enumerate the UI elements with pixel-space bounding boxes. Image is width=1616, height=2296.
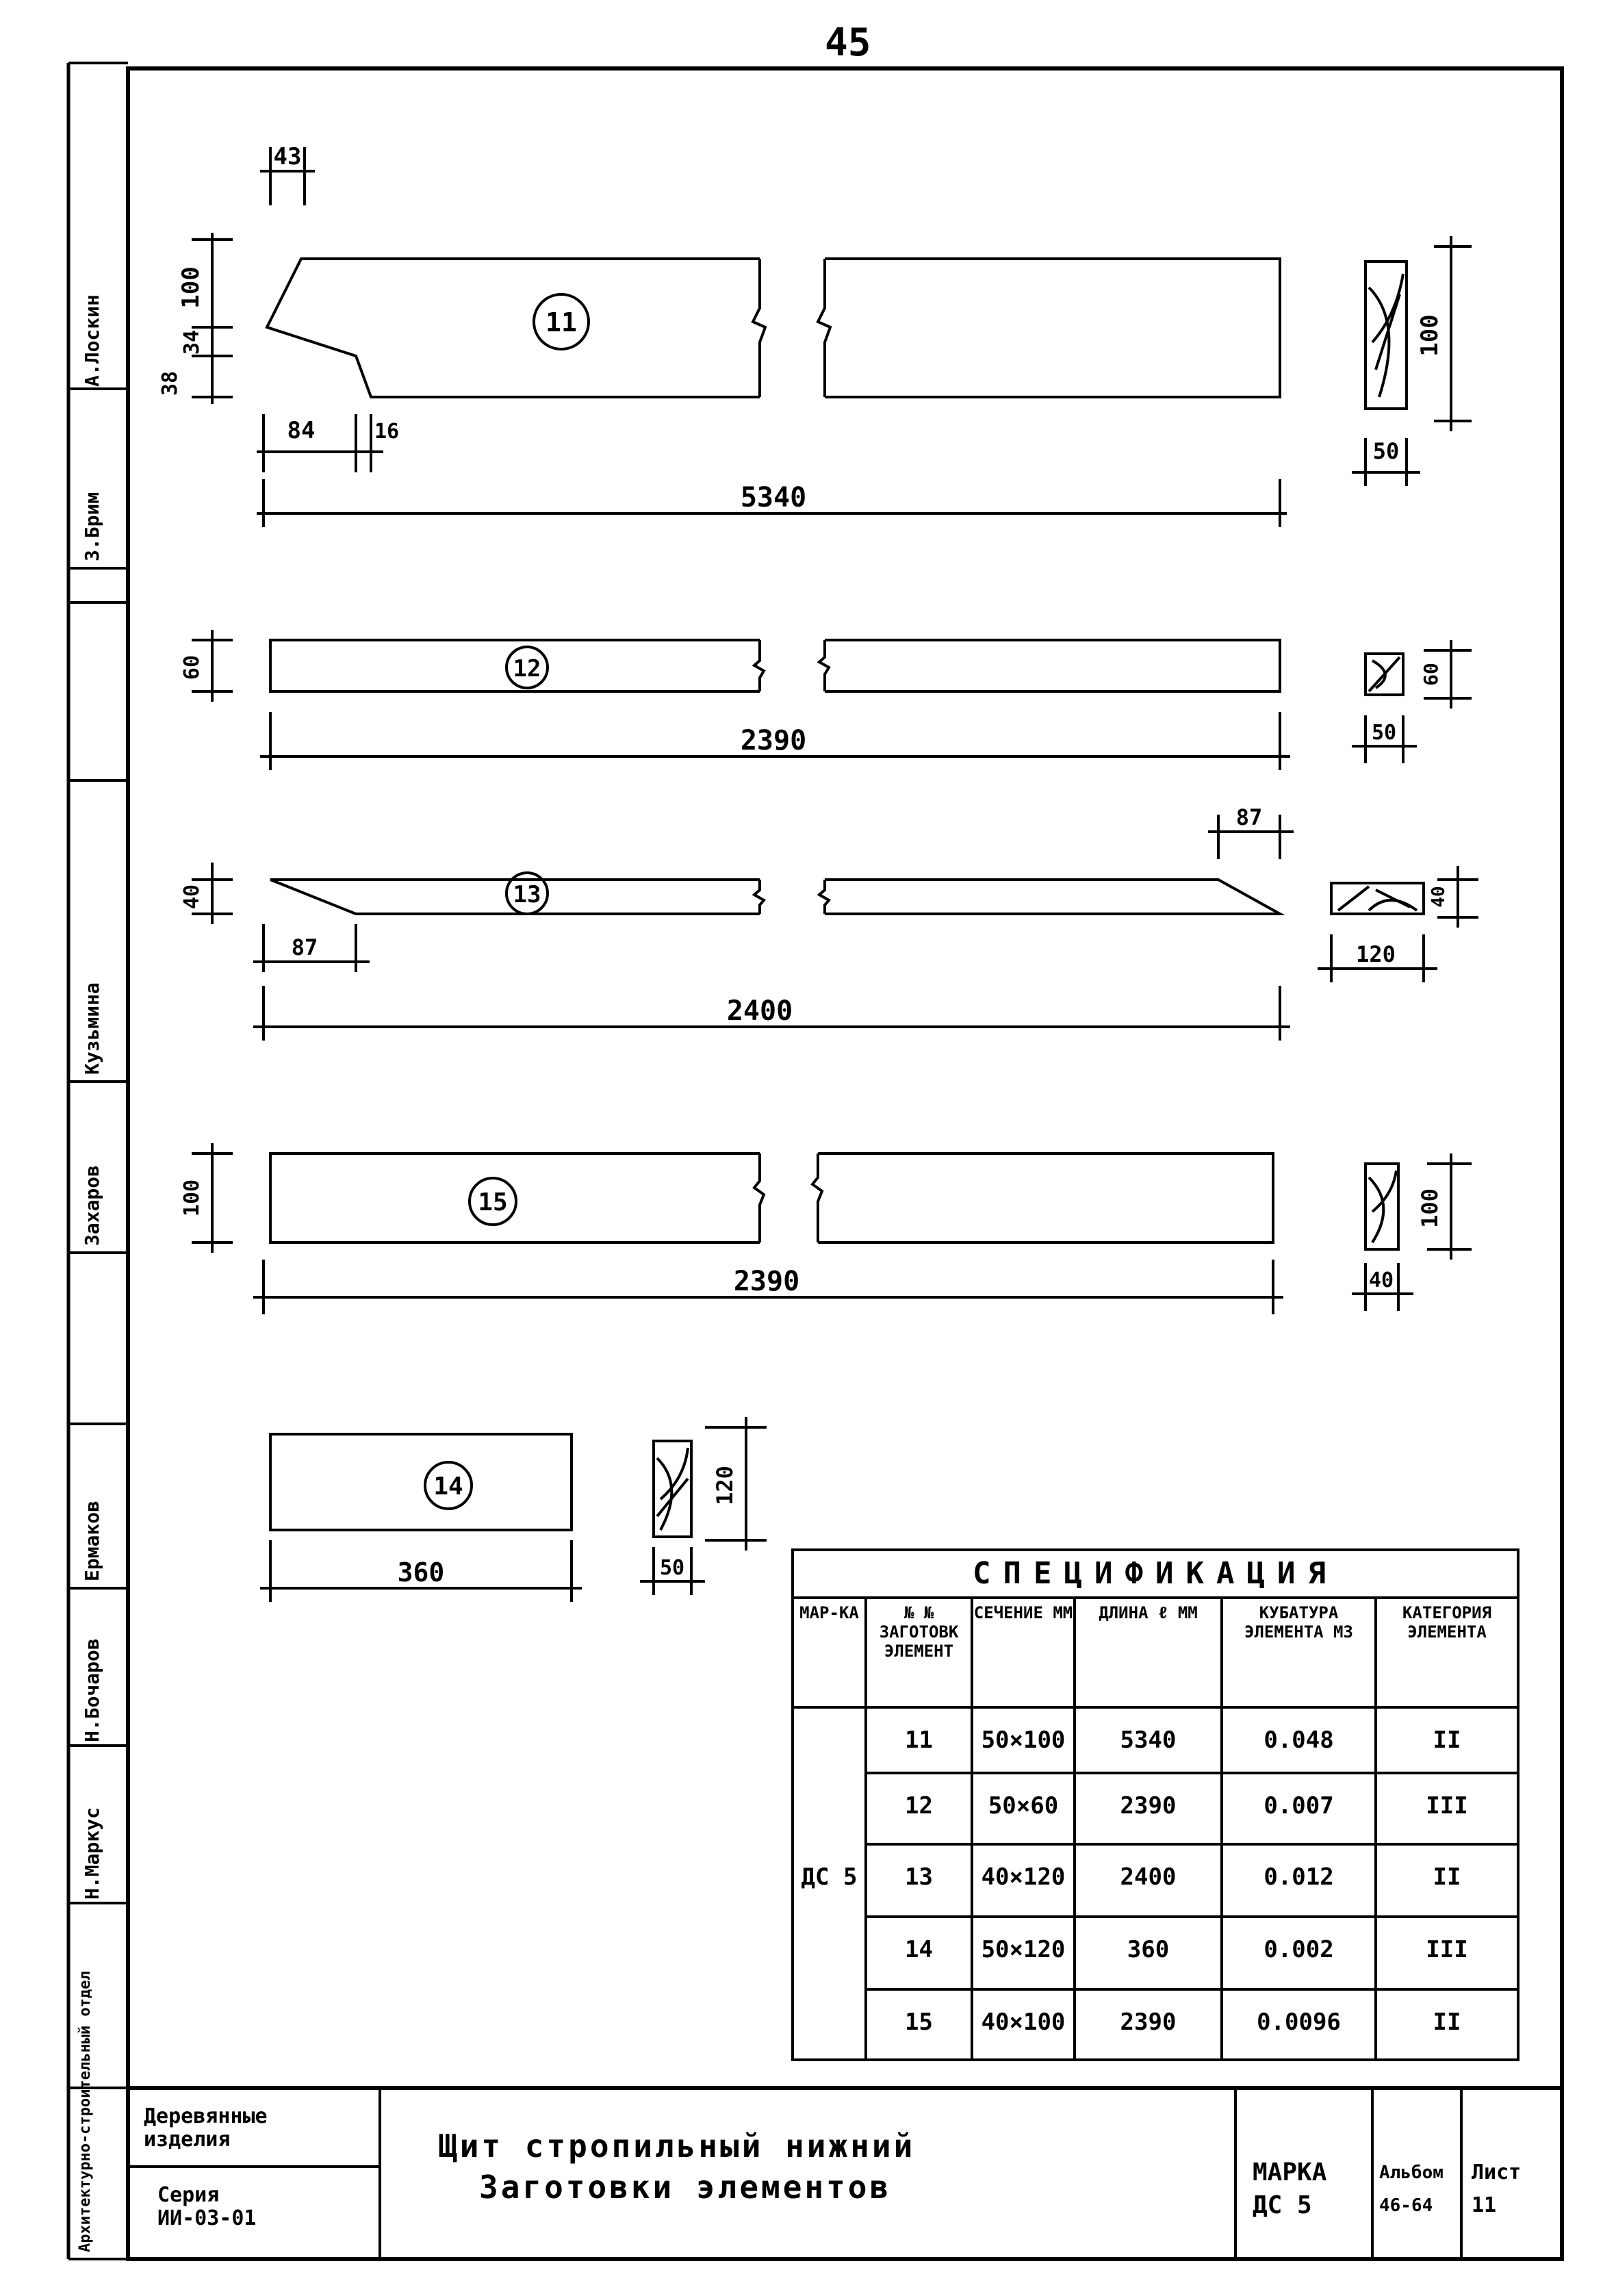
dimension-label: 120 <box>1356 941 1396 967</box>
stamp-mark <box>1253 2156 1326 2222</box>
dimension-label: 120 <box>712 1466 738 1505</box>
stamp-mark-label: МАРКА <box>1253 2158 1327 2186</box>
dimension-label: 38 <box>158 370 182 396</box>
dimension-label: 43 <box>273 143 302 170</box>
part-number-14: 14 <box>433 1472 463 1501</box>
spec-cell-section: 40×100 <box>981 2008 1066 2036</box>
spec-header-volume: КУБАТУРА ЭЛЕМЕНТА М3 <box>1244 1603 1353 1642</box>
part-number-12: 12 <box>513 655 541 683</box>
spec-cell-num: 11 <box>905 1726 933 1754</box>
dimension-label: 40 <box>1428 886 1449 908</box>
dimension-label: 360 <box>397 1557 445 1587</box>
spec-cell-category: III <box>1426 1792 1468 1820</box>
spec-table <box>793 1550 1518 2060</box>
stamp-title-line1: Щит стропильный нижний <box>438 2128 916 2165</box>
spec-cell-volume: 0.007 <box>1264 1792 1334 1820</box>
side-name-5: Кузьмина <box>81 982 103 1075</box>
side-name-1: А.Лоскин <box>81 294 103 387</box>
dimension-label: 2390 <box>733 1266 800 1297</box>
dimension-label: 50 <box>1371 721 1397 745</box>
side-org: Архитектурно-строительный отдел <box>77 1971 94 2252</box>
spec-cell-volume: 0.012 <box>1264 1863 1334 1891</box>
spec-cell-length: 2390 <box>1120 2008 1177 2036</box>
stamp-series <box>157 2184 257 2230</box>
part-11-drawing <box>192 147 1472 527</box>
spec-cell-num: 12 <box>905 1792 933 1820</box>
spec-cell-section: 50×60 <box>988 1792 1059 1820</box>
page-number: 45 <box>825 21 871 65</box>
dimension-label: 87 <box>1235 804 1263 830</box>
spec-cell-volume: 0.048 <box>1264 1726 1334 1754</box>
part-12-drawing <box>192 630 1472 770</box>
part-15-drawing <box>192 1143 1472 1314</box>
stamp-title <box>438 2126 915 2208</box>
spec-cell-section: 40×120 <box>981 1863 1066 1891</box>
spec-cell-num: 14 <box>905 1936 933 1963</box>
stamp-sheet <box>1472 2156 1521 2222</box>
spec-header-length: ДЛИНА ℓ ММ <box>1099 1603 1198 1622</box>
part-14-drawing <box>260 1417 767 1602</box>
spec-cell-volume: 0.002 <box>1264 1936 1334 1963</box>
spec-cell-category: II <box>1433 1726 1461 1754</box>
spec-mark: ДС 5 <box>801 1863 858 1891</box>
spec-cell-category: II <box>1433 2008 1461 2036</box>
stamp-sheet-label: Лист <box>1472 2160 1522 2184</box>
dimension-label: 60 <box>180 654 204 680</box>
spec-header-section: СЕЧЕНИЕ ММ <box>973 1603 1073 1622</box>
dimension-label: 40 <box>1368 1268 1394 1292</box>
stamp-sheet-value: 11 <box>1472 2193 1497 2217</box>
dimension-label: 5340 <box>740 482 807 513</box>
dimension-labels <box>158 143 1449 1587</box>
part-number-15: 15 <box>478 1188 508 1216</box>
spec-cell-section: 50×120 <box>981 1936 1066 1963</box>
spec-header-number: № № ЗАГОТОВК ЭЛЕМЕНТ <box>879 1603 959 1661</box>
dimension-label: 100 <box>1416 314 1444 357</box>
dimension-label: 50 <box>659 1556 685 1580</box>
spec-cell-length: 2400 <box>1120 1863 1177 1891</box>
dimension-label: 50 <box>1372 438 1400 464</box>
stamp-mark-value: ДС 5 <box>1253 2191 1312 2219</box>
stamp-category-line1: Деревянные <box>144 2104 268 2128</box>
stamp-title-line2: Заготовки элементов <box>479 2169 892 2206</box>
stamp-category <box>144 2105 268 2152</box>
part-number-13: 13 <box>513 881 541 908</box>
side-name-9: Н.Бочаров <box>81 1638 103 1742</box>
spec-title: СПЕЦИФИКАЦИЯ <box>973 1556 1338 1591</box>
stamp-series-value: ИИ-03-01 <box>157 2206 257 2230</box>
spec-header-mark: МАР-КА <box>799 1603 859 1622</box>
dimension-label: 34 <box>180 329 204 355</box>
spec-cell-length: 360 <box>1127 1936 1170 1963</box>
stamp-album <box>1379 2156 1444 2222</box>
spec-cell-num: 15 <box>905 2008 933 2036</box>
spec-cell-length: 2390 <box>1120 1792 1177 1820</box>
dimension-label: 100 <box>177 266 205 309</box>
side-name-2: З.Брим <box>81 492 103 561</box>
dimension-label: 40 <box>180 884 204 910</box>
side-name-6: Захаров <box>81 1164 103 1246</box>
spec-cell-num: 13 <box>905 1863 933 1891</box>
spec-header-category: КАТЕГОРИЯ ЭЛЕМЕНТА <box>1402 1603 1492 1642</box>
spec-cell-section: 50×100 <box>981 1726 1066 1754</box>
dimension-label: 2390 <box>740 725 807 756</box>
side-name-10: Н.Маркус <box>81 1807 103 1900</box>
dimension-label: 100 <box>180 1179 204 1217</box>
dimension-label: 16 <box>374 420 400 444</box>
dimension-label: 60 <box>1420 663 1442 686</box>
spec-cell-volume: 0.0096 <box>1257 2008 1341 2036</box>
part-13-drawing <box>192 815 1478 1041</box>
part-number-11: 11 <box>546 307 577 337</box>
dimension-label: 87 <box>291 934 318 960</box>
stamp-category-line2: изделия <box>144 2128 231 2152</box>
spec-cell-category: III <box>1426 1936 1468 1963</box>
dimension-label: 2400 <box>726 995 793 1027</box>
stamp-album-value: 46-64 <box>1379 2195 1433 2216</box>
stamp-series-label: Серия <box>157 2183 220 2207</box>
dimension-label: 84 <box>287 417 316 444</box>
spec-cell-category: II <box>1433 1863 1461 1891</box>
spec-cell-length: 5340 <box>1120 1726 1177 1754</box>
side-name-8: Ермаков <box>81 1500 103 1581</box>
dimension-label: 100 <box>1417 1188 1443 1228</box>
stamp-album-label: Альбом <box>1379 2163 1444 2183</box>
